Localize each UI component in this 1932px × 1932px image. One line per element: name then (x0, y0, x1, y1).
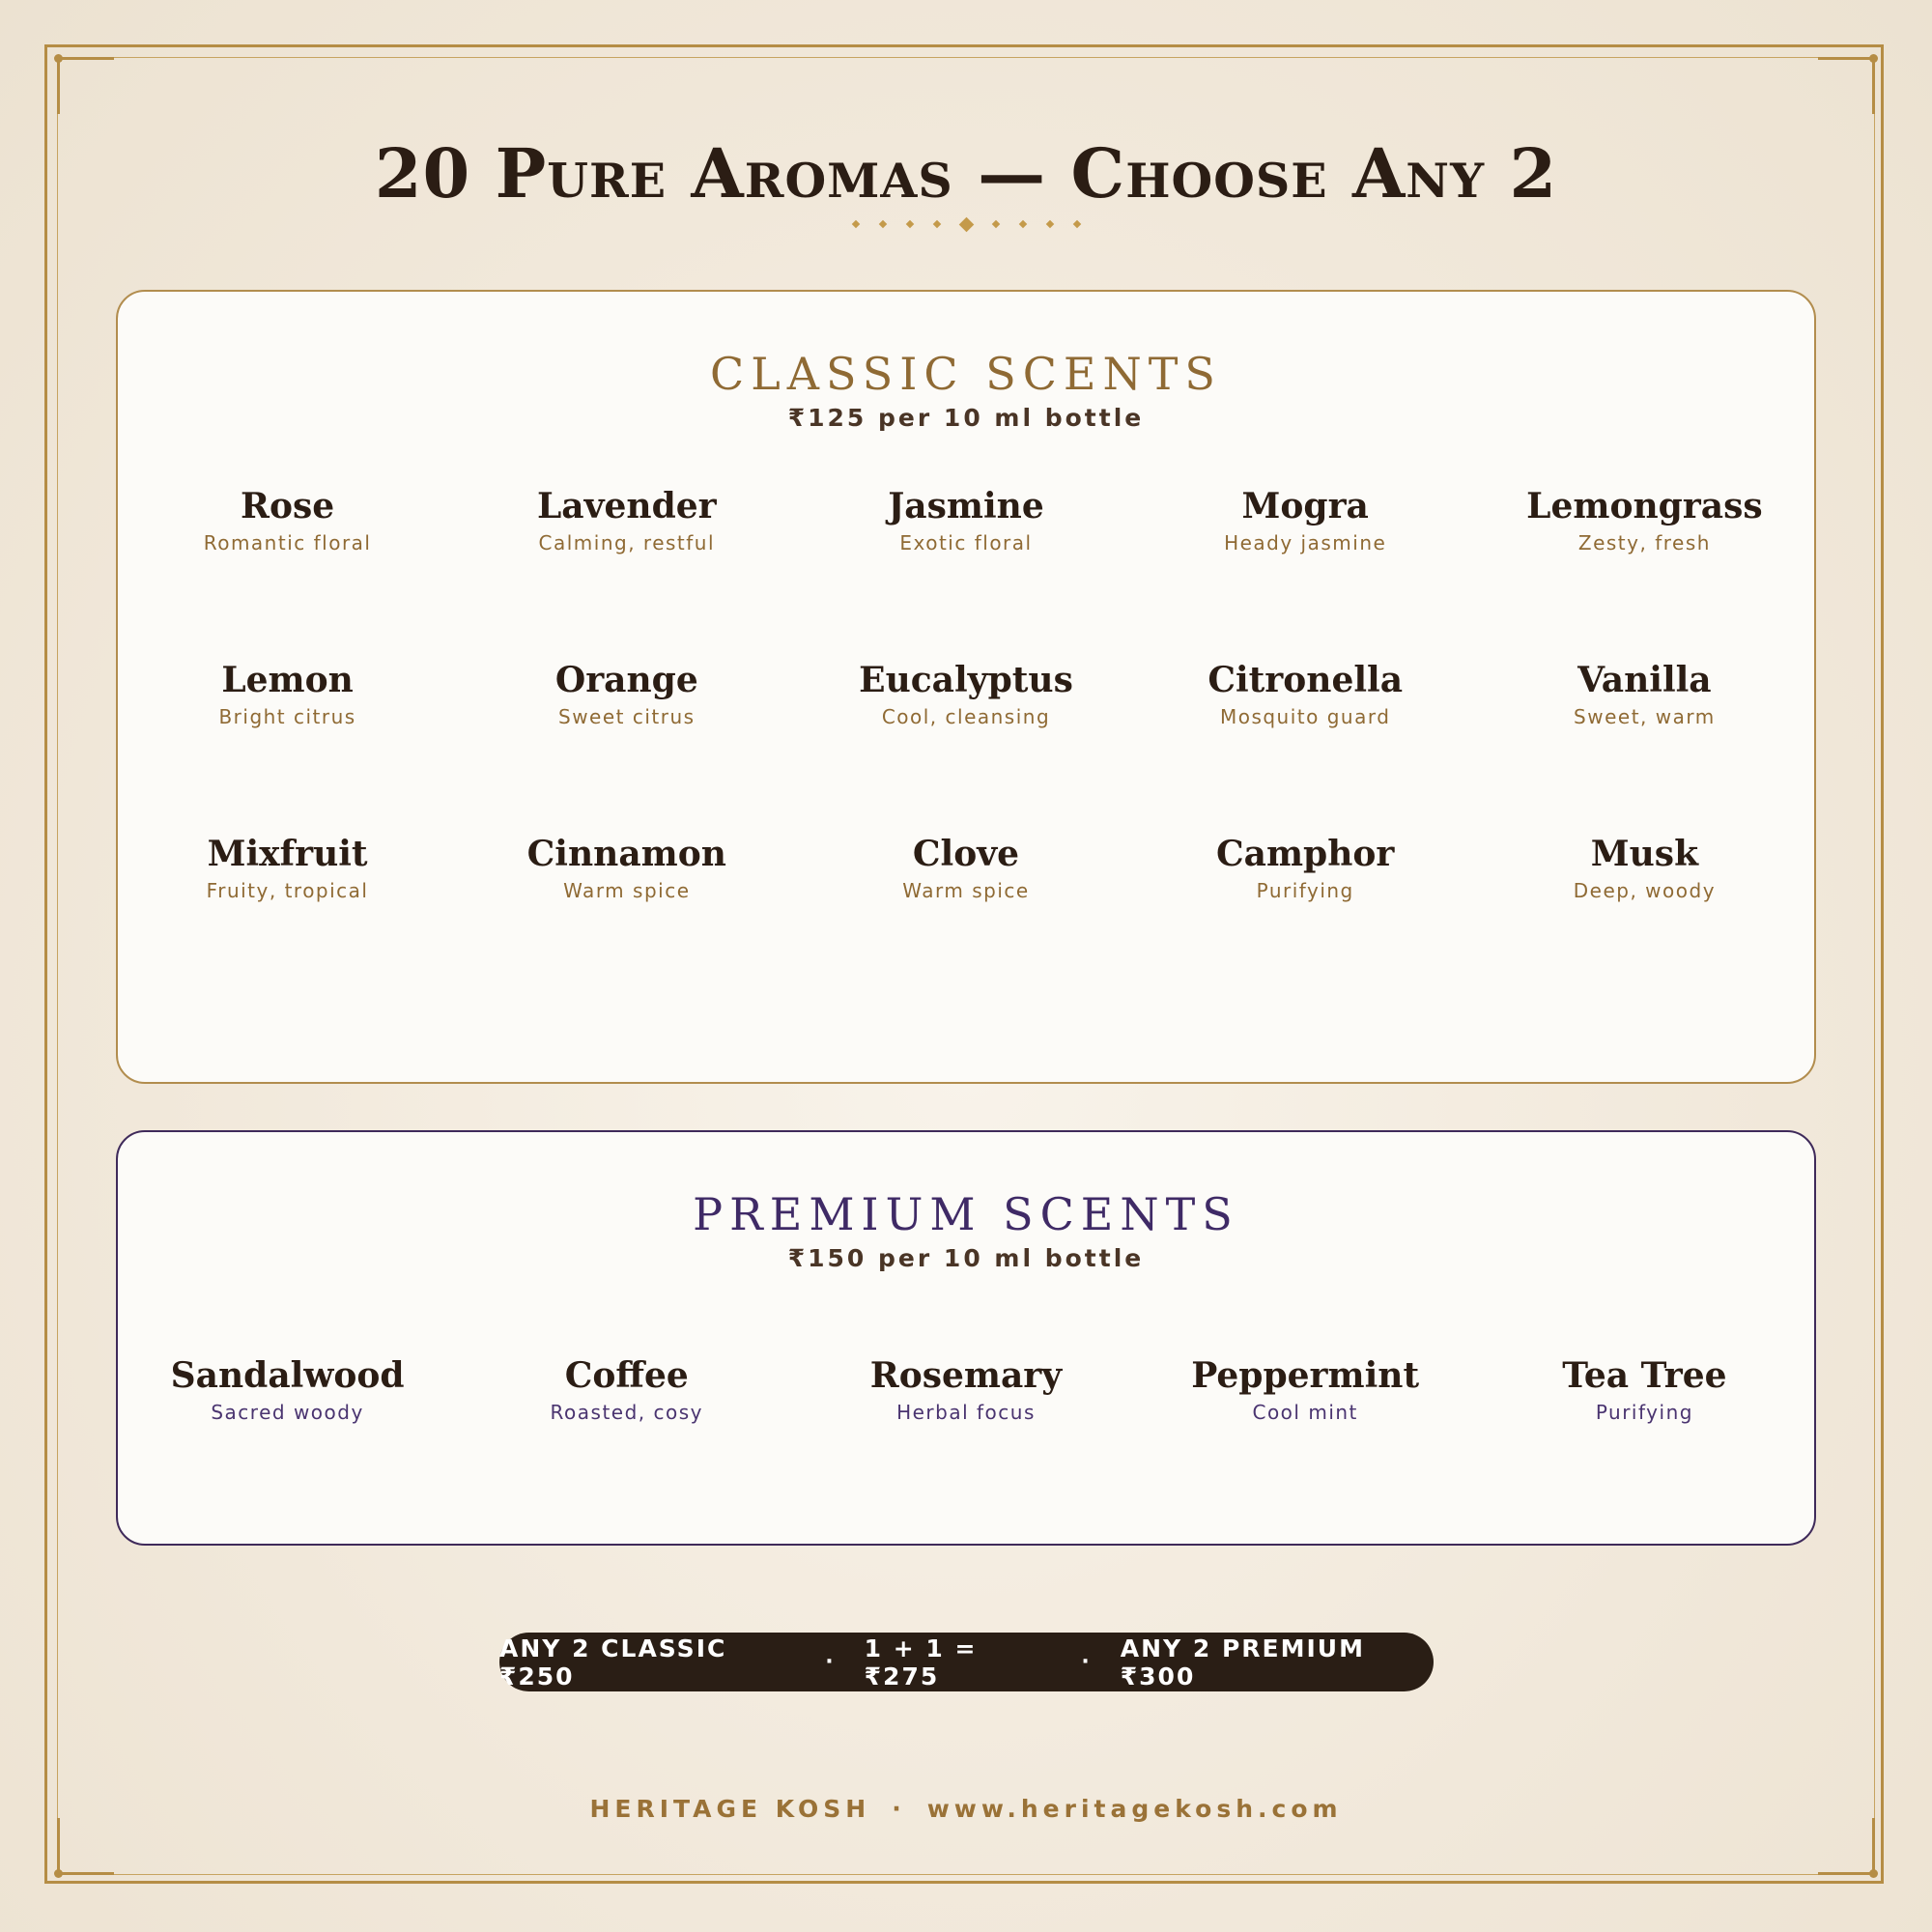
classic-scents-grid (118, 485, 1814, 1007)
deal-premium: ANY 2 PREMIUM ₹300 (1120, 1634, 1365, 1690)
scent-item (1136, 659, 1475, 833)
scent-name: Eucalyptus (859, 660, 1073, 700)
scent-item (457, 833, 796, 1007)
scent-name: Peppermint (1191, 1355, 1420, 1396)
scent-note: Exotic floral (899, 531, 1033, 554)
scent-item (457, 659, 796, 833)
scent-item (1475, 1354, 1814, 1470)
scent-name: Clove (912, 834, 1020, 874)
scent-item (1136, 1354, 1475, 1470)
scent-note: Sweet, warm (1574, 705, 1716, 728)
scent-name: Rosemary (869, 1355, 1063, 1396)
scent-name: Camphor (1215, 834, 1395, 874)
corner-ornament-top-left (57, 57, 114, 114)
premium-scents-card (116, 1130, 1816, 1546)
scent-note: Warm spice (563, 879, 691, 902)
scent-name: Musk (1590, 834, 1699, 874)
scent-name: Citronella (1208, 660, 1404, 700)
scent-item (118, 485, 457, 659)
scent-name: Lemongrass (1526, 486, 1763, 526)
scent-item (1136, 485, 1475, 659)
scent-note: Warm spice (902, 879, 1030, 902)
scent-name: Mogra (1241, 486, 1369, 526)
corner-dot-icon (1869, 54, 1878, 63)
deal-mixed: 1 + 1 = ₹275 (864, 1634, 978, 1690)
scent-note: Purifying (1595, 1401, 1693, 1424)
scent-note: Sweet citrus (558, 705, 696, 728)
scent-note: Bright citrus (218, 705, 356, 728)
scent-item (796, 659, 1135, 833)
deal-classic: ANY 2 CLASSIC ₹250 (499, 1634, 727, 1690)
corner-ornament-bottom-left (57, 1818, 114, 1875)
deal-separator: · (825, 1650, 836, 1674)
scent-item (457, 485, 796, 659)
scent-item (118, 659, 457, 833)
scent-note: Cool mint (1252, 1401, 1358, 1424)
scent-name: Rose (241, 486, 335, 526)
scent-note: Cool, cleansing (881, 705, 1051, 728)
scent-note: Heady jasmine (1224, 531, 1387, 554)
classic-price: ₹125 per 10 ml bottle (787, 404, 1145, 432)
scent-item (796, 485, 1135, 659)
premium-heading: PREMIUM SCENTS (693, 1188, 1239, 1240)
scent-name: Cinnamon (526, 834, 726, 874)
scent-name: Mixfruit (207, 834, 368, 874)
footer (0, 1795, 1932, 1823)
page-title: 20 Pure Aromas — Choose Any 2 (374, 133, 1558, 213)
corner-dot-icon (1869, 1869, 1878, 1878)
scent-name: Lemon (221, 660, 354, 700)
scent-note: Mosquito guard (1219, 705, 1391, 728)
scent-item (457, 1354, 796, 1470)
scent-note: Sacred woody (211, 1401, 364, 1424)
deal-separator: · (1081, 1650, 1092, 1674)
scent-name: Lavender (536, 486, 717, 526)
scent-note: Fruity, tropical (206, 879, 369, 902)
scent-note: Roasted, cosy (550, 1401, 704, 1424)
scent-item (1475, 833, 1814, 1007)
scent-name: Coffee (564, 1355, 689, 1396)
scent-item (118, 833, 457, 1007)
corner-ornament-bottom-right (1818, 1818, 1875, 1875)
scent-item (1136, 833, 1475, 1007)
website-link[interactable]: www.heritagekosh.com (926, 1795, 1343, 1823)
corner-dot-icon (54, 1869, 63, 1878)
premium-scents-grid (118, 1354, 1814, 1470)
scent-name: Orange (554, 660, 698, 700)
scent-name: Vanilla (1577, 660, 1712, 700)
scent-note: Calming, restful (538, 531, 716, 554)
scent-item (796, 833, 1135, 1007)
corner-dot-icon (54, 54, 63, 63)
classic-scents-card (116, 290, 1816, 1084)
scent-item (796, 1354, 1135, 1470)
scent-name: Jasmine (888, 486, 1044, 526)
scent-note: Purifying (1256, 879, 1354, 902)
scent-item (1475, 485, 1814, 659)
scent-note: Romantic floral (203, 531, 372, 554)
diamond-divider-icon (0, 214, 1932, 234)
classic-heading: CLASSIC SCENTS (710, 348, 1222, 400)
corner-ornament-top-right (1818, 57, 1875, 114)
footer-separator: · (892, 1795, 906, 1823)
scent-note: Zesty, fresh (1577, 531, 1711, 554)
scent-name: Sandalwood (170, 1355, 405, 1396)
scent-item (1475, 659, 1814, 833)
scent-item (118, 1354, 457, 1470)
premium-price: ₹150 per 10 ml bottle (787, 1244, 1145, 1272)
scent-note: Deep, woody (1573, 879, 1717, 902)
brand-name: HERITAGE KOSH (589, 1795, 871, 1823)
scent-note: Herbal focus (896, 1401, 1036, 1424)
scent-name: Tea Tree (1562, 1355, 1727, 1396)
combo-offer-banner (499, 1633, 1434, 1691)
